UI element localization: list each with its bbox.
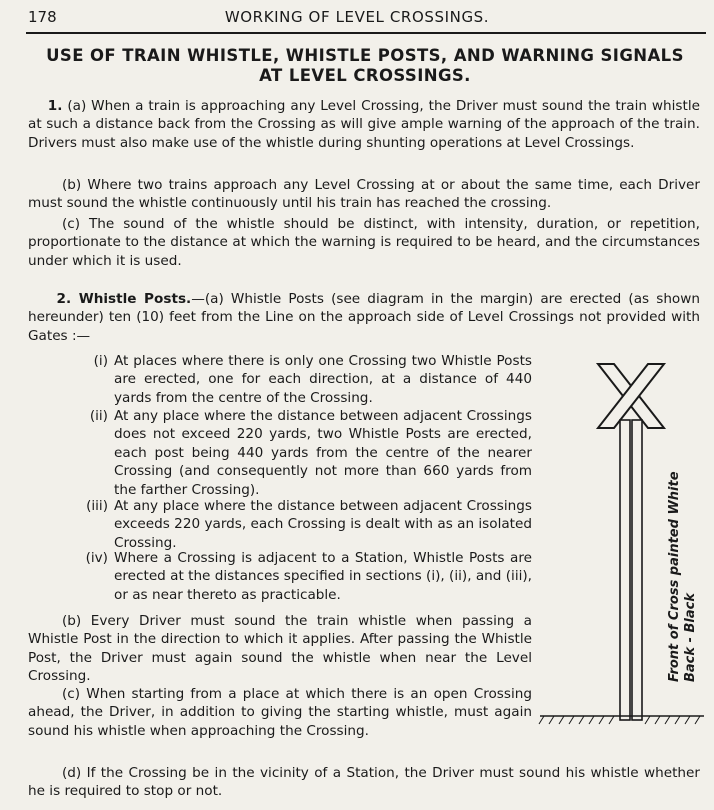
paragraph-2c: (c) When starting from a place at which there is an open Crossing ahead, the Driver, in addition to giving the starting whistle, must again sound his whistle when approaching the Crossing.: [28, 686, 532, 739]
paragraph-1a-text: (a) When a train is approaching any Level Crossing, the Driver must sound the train whistle at such a distance back from the Crossing as will give ample warning of the approach of the train. Drivers must also make use of the whistle during shunting operations at Level Crossings.: [28, 98, 700, 151]
whistle-post-diagram: [538, 360, 708, 730]
whistle-post-uprights: [620, 420, 642, 720]
diagram-front-label: Front of Cross painted White: [667, 471, 682, 682]
page-number: 178: [28, 8, 57, 26]
page-header: [0, 0, 714, 34]
list-item-text: Where a Crossing is adjacent to a Station, Whistle Posts are erected at the distances specified in sections (i), (ii), and (iii), or as near thereto as practicable.: [114, 550, 533, 603]
list-item-number: (i): [93, 353, 108, 369]
paragraph-2-heading: 2. Whistle Posts.: [56, 291, 192, 307]
paragraph-2a-text: —(a) Whistle Posts (see diagram in the margin) are erected (as shown hereunder) ten (10) feet from the Line on the approach side of Level Crossings not provided with Gates :—: [28, 291, 700, 344]
list-item-number: (iv): [85, 550, 108, 566]
paragraph-1b: (b) Where two trains approach any Level Crossing at or about the same time, each Driver must sound the whistle continuously until his train has reached the crossing.: [28, 177, 700, 212]
whistle-post-cross: [598, 364, 664, 428]
list-item-number: (iii): [86, 498, 108, 514]
section-title: [20, 46, 710, 86]
diagram-back-label: Back - Black: [683, 593, 698, 682]
list-item-text: At any place where the distance between adjacent Crossings does not exceed 220 yards, two Whistle Posts are erected, each post being 440 yards from the centre of the nearer Crossing (and consequently not more than 660 yards from the farther Crossing).: [114, 408, 532, 498]
running-title: WORKING OF LEVEL CROSSINGS.: [224, 8, 490, 26]
paragraph-1-number: 1.: [47, 98, 63, 114]
section-title-line-2: AT LEVEL CROSSINGS.: [259, 66, 471, 85]
list-item-text: At places where there is only one Crossing two Whistle Posts are erected, one for each direction, at a distance of 440 yards from the centre of the Crossing.: [114, 353, 532, 406]
section-title-line-1: USE OF TRAIN WHISTLE, WHISTLE POSTS, AND WARNING SIGNALS: [46, 46, 684, 65]
paragraph-1a: [28, 97, 700, 152]
paragraph-2b: (b) Every Driver must sound the train whistle when passing a Whistle Post in the direction to which it applies. After passing the Whistle Post, the Driver must again sound the whistle when near the Level Crossing.: [28, 613, 532, 685]
header-rule: [26, 32, 706, 34]
paragraph-2a: [28, 290, 700, 345]
paragraph-1c: (c) The sound of the whistle should be distinct, with intensity, duration, or repetition, proportionate to the distance at which the warning is required to be heard, and the circumstances under which it is used.: [28, 216, 700, 269]
list-item-text: At any place where the distance between adjacent Crossings exceeds 220 yards, each Crossing is dealt with as an isolated Crossing.: [114, 498, 532, 551]
paragraph-2d: (d) If the Crossing be in the vicinity of a Station, the Driver must sound his whistle whether he is required to stop or not.: [28, 765, 700, 800]
list-item-number: (ii): [89, 408, 108, 424]
